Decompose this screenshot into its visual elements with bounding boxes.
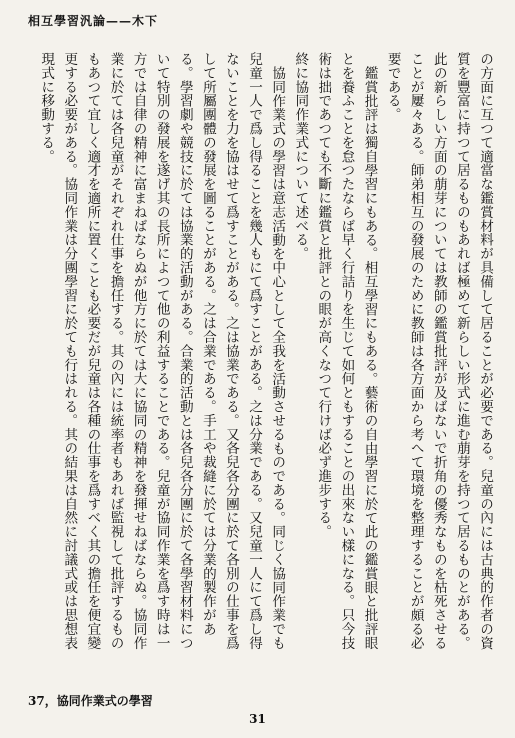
paragraph: 協同作業式の學習は意志活動を中心として全我を活動させるものである。同じく協同作業でも兒童一人で爲し得ることを幾人もにて爲すことがある。之は分業である。又兒童一人にて爲し得ないことを力を協はせて爲すことがある。之は協業である。又各兒各分團に於て各別の仕事を爲して所屬團體の發展を圖ることがある。之は合業である。手工や裁縫に於ては分業的製作がある。學習劇や競技に於ては協業的活動がある。合業的活動とは各兒各分團に於て各學習材料について特別の發展を遂げ其の長所によつて他の利益することである。兒童が協同作業を爲す時は一方では自律の精神に富まねばならぬが他方に於ては大に協同の精神を發揮せねばならぬ。協同作業に於ては各兒童がそれぞれ仕事を擔任する。其の內には統率者もあれば監視して批評するものもあつて宜しく適才を適所に置くことも必要だが兒童は各種の仕事を爲すべく其の擔任を便宜變更する必要がある。協同作業は分團學習に於ても行はれる。其の結果は自然に討議式或は思想表現式に移動する。	[38, 52, 286, 650]
footnote: 37，協同作業式の學習	[28, 694, 153, 708]
running-header: 相互學習汎論——木下	[28, 14, 159, 28]
section-heading: 終に協同作業式について述べる。	[292, 52, 309, 261]
page-number: 31	[249, 712, 266, 726]
paragraph: 鑑賞批評は獨自學習にもある。相互學習にもある。藝術の自由學習に於て此の鑑賞眼と批評眼とを養ふことを怠つたならば早く行詰りを生じて如何ともすることの出來ない樣になる。只今技術は拙であつても不斷に鑑賞と批評との眼が高くなつて行けば必ず進步する。	[315, 52, 378, 650]
paragraph: の方面に互つて適當な鑑賞材料が具備して居ることが必要である。兒童の內には古典的作者の資質を豐富に持つて居るものもあれば極めて新らしい形式に進む萠芽を持つて居るものとがある。此の新らしい方面の萠芽については教師の鑑賞批評が及ばないで折角の優秀なものを枯死させることが屢々ある。師弟相互の發展のために教師は各方面から考へて環境を整理することが頗る必要である。	[384, 52, 493, 650]
body-text	[18, 52, 496, 654]
